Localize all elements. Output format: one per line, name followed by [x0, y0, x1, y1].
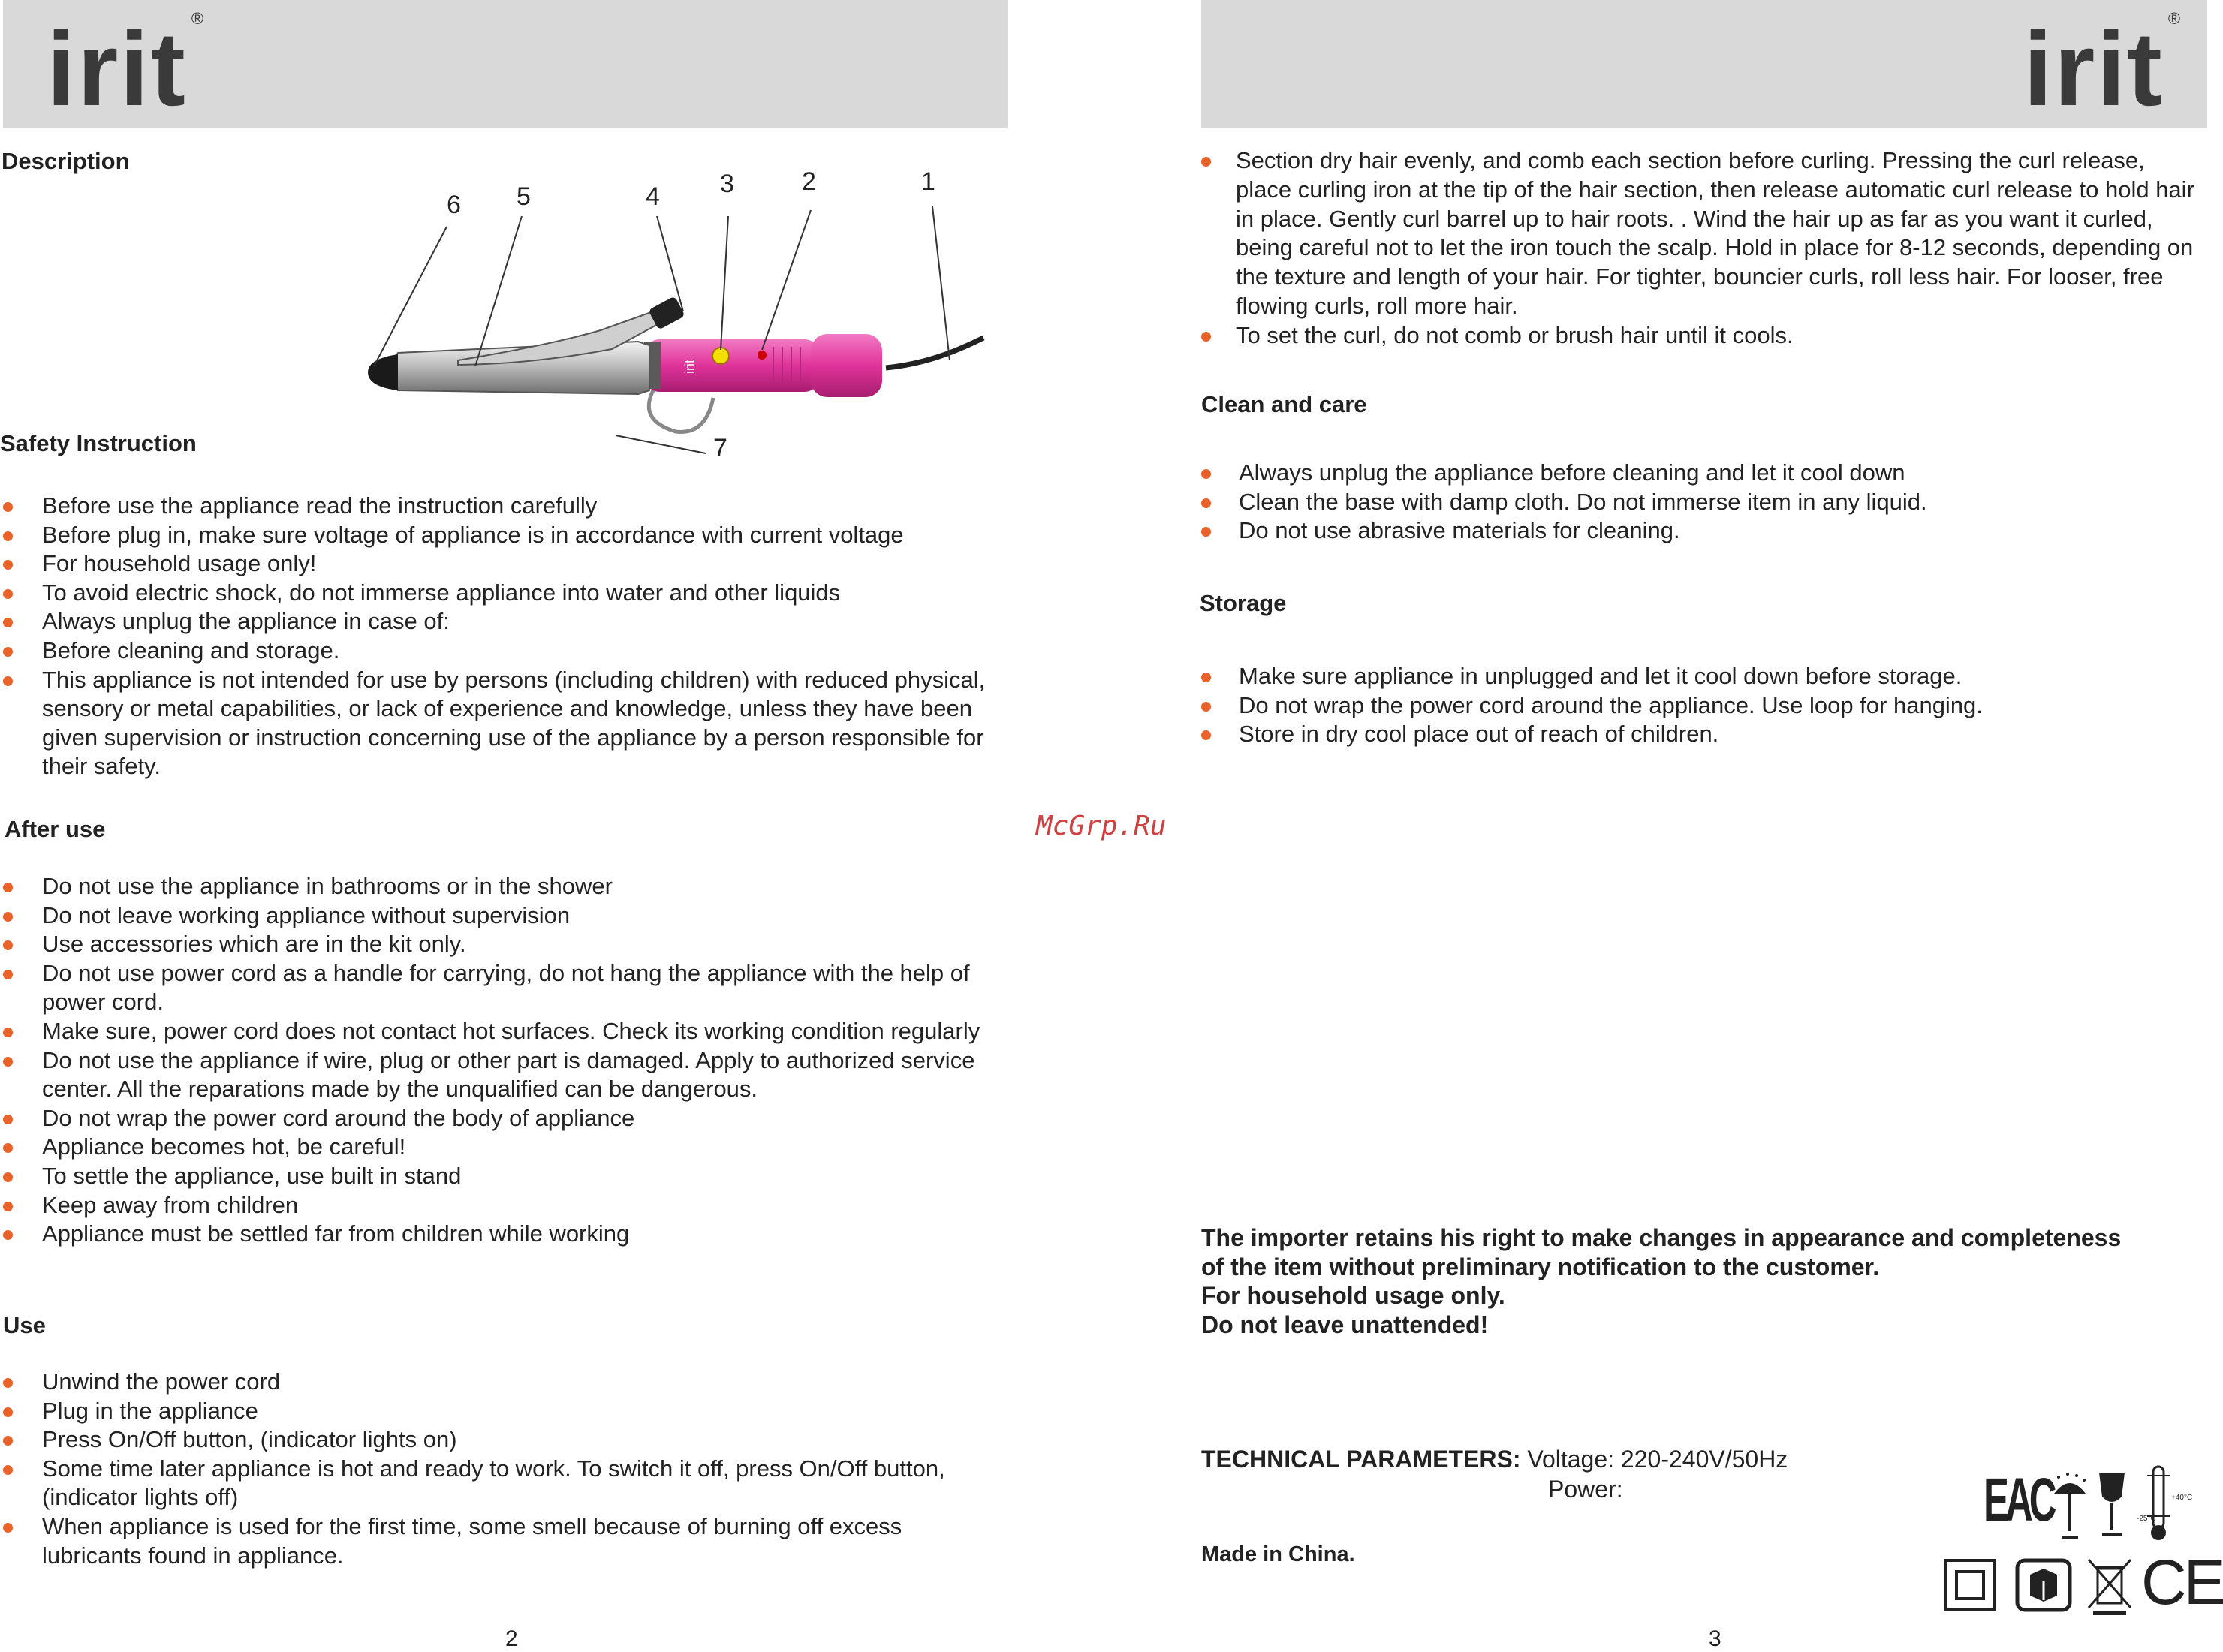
callout-3: 3 — [720, 170, 734, 198]
made-in: Made in China. — [1201, 1542, 1355, 1566]
callout-2: 2 — [802, 167, 816, 196]
importer-line-4: Do not leave unattended! — [1201, 1310, 1489, 1338]
list-item: Do not use the appliance if wire, plug or other part is damaged. Apply to authorized service center. All the reparations made by the unqualified can be dangerous. — [2, 1046, 993, 1104]
left-registered-mark: ® — [191, 9, 206, 28]
importer-line-1: The importer retains his right to make changes in appearance and completeness — [1201, 1224, 2122, 1251]
list-item: Store in dry cool place out of reach of children. — [1200, 720, 2204, 749]
clean-heading: Clean and care — [1201, 391, 1367, 417]
description-heading: Description — [2, 148, 130, 174]
storage-heading: Storage — [1200, 590, 1287, 616]
list-item: Do not use the appliance in bathrooms or in the shower — [2, 872, 993, 901]
storage-list — [1200, 662, 2204, 749]
list-item: Keep away from children — [2, 1191, 993, 1220]
left-brand-text: irit — [47, 10, 187, 128]
list-item: Do not wrap the power cord around the body of appliance — [2, 1104, 993, 1133]
umbrella-icon — [2051, 1471, 2089, 1543]
after-use-list — [2, 872, 993, 1249]
list-item: Always unplug the appliance in case of: — [2, 607, 1011, 636]
importer-line-2: of the item without preliminary notification to the customer. — [1201, 1253, 1880, 1280]
list-item: Appliance becomes hot, be careful! — [2, 1133, 993, 1162]
importer-line-3: For household usage only. — [1201, 1282, 1505, 1309]
list-item: Do not wrap the power cord around the appliance. Use loop for hanging. — [1200, 691, 2204, 721]
list-item: Press On/Off button, (indicator lights on) — [2, 1425, 1008, 1455]
power-cord — [886, 338, 983, 368]
handle-body — [646, 339, 818, 392]
list-item: Appliance must be settled far from children while working — [2, 1220, 993, 1249]
callout-6: 6 — [447, 191, 461, 219]
curling-list — [1200, 146, 2204, 351]
clean-list — [1200, 459, 2204, 546]
list-item: Clean the base with damp cloth. Do not immerse item in any liquid. — [1200, 488, 2204, 517]
safety-heading: Safety Instruction — [0, 430, 197, 456]
handle-end-cap — [811, 334, 882, 397]
list-item: When appliance is used for the first time, some smell because of burning off excess lubricants found in appliance. — [2, 1512, 1008, 1570]
list-item: For household usage only! — [2, 549, 1011, 579]
package-box-icon — [2015, 1558, 2072, 1612]
eac-mark: EAC — [1984, 1466, 2053, 1534]
left-brand-logo — [47, 9, 206, 128]
list-item: Plug in the appliance — [2, 1397, 1008, 1426]
after-use-heading: After use — [5, 816, 106, 842]
list-item: Do not leave working appliance without supervision — [2, 901, 993, 931]
list-item: Always unplug the appliance before cleaning and let it cool down — [1200, 459, 2204, 488]
list-item: To settle the appliance, use built in stand — [2, 1162, 993, 1191]
fragile-glass-icon — [2095, 1470, 2129, 1542]
importer-notice — [1201, 1223, 2207, 1339]
list-item: Do not use abrasive materials for cleaning. — [1200, 516, 2204, 546]
list-item: Use accessories which are in the kit only. — [2, 930, 993, 959]
list-item: Make sure appliance in unplugged and let it cool down before storage. — [1200, 662, 2204, 691]
callout-5: 5 — [517, 182, 531, 211]
callout-1: 1 — [921, 167, 935, 196]
tech-label: TECHNICAL PARAMETERS: — [1201, 1446, 1521, 1473]
double-insulation-icon — [1943, 1558, 1997, 1612]
list-item: Make sure, power cord does not contact hot surfaces. Check its working condition regularly — [2, 1017, 993, 1046]
handle-brand-text: irit — [682, 360, 697, 374]
list-item: Before plug in, make sure voltage of appliance is in accordance with current voltage — [2, 521, 1011, 550]
right-registered-mark: ® — [2167, 9, 2182, 28]
list-item: Do not use power cord as a handle for carrying, do not hang the appliance with the help of power cord. — [2, 959, 993, 1017]
tech-power: Power: — [1548, 1476, 1623, 1503]
list-item: This appliance is not intended for use by persons (including children) with reduced physical, sensory or metal capabilities, or lack of experience and knowledge, unless they have been given supervision or instruction concerning use of the appliance by a person responsible for their safety. — [2, 666, 988, 781]
ce-mark: CE — [2141, 1547, 2223, 1617]
safety-list — [2, 492, 1011, 781]
list-item: Before use the appliance read the instruction carefully — [2, 492, 1011, 521]
temp-high: +40°C — [2171, 1494, 2193, 1502]
list-item: To set the curl, do not comb or brush hair until it cools. — [1200, 321, 2204, 351]
list-item: Some time later appliance is hot and ready to work. To switch it off, press On/Off button, (indicator lights off) — [2, 1455, 988, 1512]
thermometer-icon — [2137, 1465, 2183, 1543]
right-brand-logo — [2023, 9, 2182, 128]
right-brand-text: irit — [2023, 10, 2164, 128]
stand-loop — [649, 390, 713, 432]
callout-4: 4 — [646, 182, 660, 211]
tech-voltage: Voltage: 220-240V/50Hz — [1527, 1446, 1788, 1473]
list-item: To avoid electric shock, do not immerse appliance into water and other liquids — [2, 579, 1011, 608]
list-item: Before cleaning and storage. — [2, 636, 1011, 666]
technical-parameters — [1201, 1444, 1788, 1474]
use-heading: Use — [3, 1312, 46, 1338]
use-list — [2, 1368, 1008, 1570]
indicator-light — [758, 351, 767, 360]
callout-7: 7 — [713, 434, 727, 462]
weee-bin-icon — [2086, 1555, 2134, 1617]
list-item: Unwind the power cord — [2, 1368, 1008, 1397]
watermark: McGrp.Ru — [1036, 811, 1167, 841]
list-item: Section dry hair evenly, and comb each section before curling. Pressing the curl release, place curling iron at the tip of the hair section, then release automatic curl release to hold hair in place. Gently curl barrel up to hair roots. . Wind the hair up as far as you want it curled, being careful not to let the iron touch the scalp. Hold in place for 8-12 seconds, depending on the texture and length of your hair. For tighter, bouncier curls, roll less hair. For looser, free flowing curls, roll more hair. — [1200, 146, 2204, 321]
temp-low: -25°C — [2137, 1515, 2156, 1523]
barrel-tip — [368, 354, 398, 390]
left-page-number: 2 — [505, 1626, 518, 1651]
right-page-number: 3 — [1709, 1626, 1721, 1651]
power-button — [712, 348, 729, 364]
